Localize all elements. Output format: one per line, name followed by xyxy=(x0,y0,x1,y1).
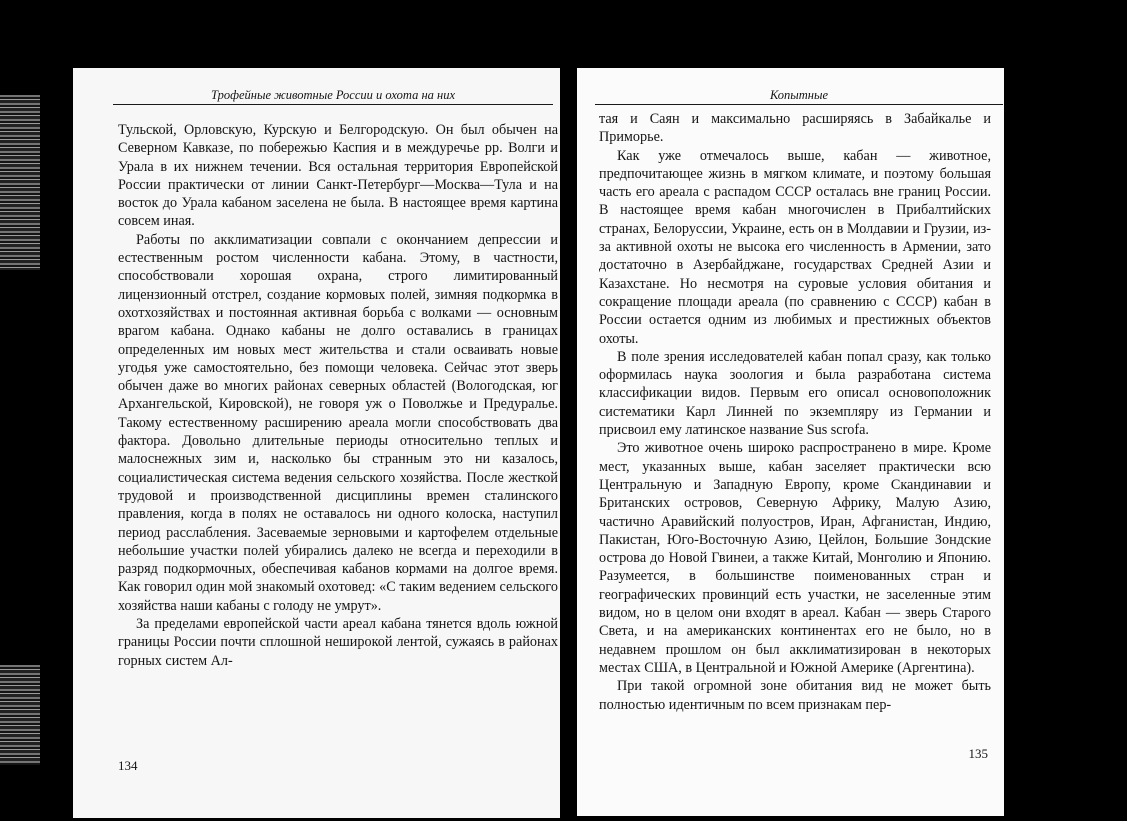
paragraph: Как уже отмечалось выше, кабан — животное, предпочитающее жизнь в мягком климате, и поэтому большая часть его ареала с распадом СССР осталась вне границ России. В настоящее время кабан многочислен в Прибалтийских странах, Белоруссии, Украине, есть он в Молдавии и Грузии, из-за активной охоты не высока его численность в Армении, зато достаточно в Азербайджане, государствах Средней Азии и Казахстане. Но несмотря на суровые условия обитания и сокращение площади ареала (по сравнению с СССР) кабан в России остается одним из любимых и престижных объектов охоты. xyxy=(599,147,991,347)
paragraph: При такой огромной зоне обитания вид не может быть полностью идентичным по всем признакам пер- xyxy=(599,678,991,713)
body-text xyxy=(599,110,991,714)
paragraph: За пределами европейской части ареал кабана тянется вдоль южной границы России почти сплошной неширокой лентой, сужаясь в районах горных систем Ал- xyxy=(118,616,558,669)
running-head: Копытные xyxy=(595,88,1003,105)
right-page xyxy=(577,68,1004,816)
paragraph: тая и Саян и максимально расширяясь в Забайкалье и Приморье. xyxy=(599,111,991,146)
scan-edge-artifact xyxy=(0,665,40,765)
paragraph: Тульской, Орловскую, Курскую и Белгородскую. Он был обычен на Северном Кавказе, по побережью Каспия и в междуречье рр. Волги и Урала в их нижнем течении. Вся остальная территория Европейской России практически от линии Санкт-Петербург—Москва—Тула и на восток до Урала кабаном заселена не была. В настоящее время картина совсем иная. xyxy=(118,122,558,230)
page-number: 135 xyxy=(968,746,988,761)
page-number: 134 xyxy=(118,758,138,773)
paragraph: Это животное очень широко распространено в мире. Кроме мест, указанных выше, кабан заселяет практически всю Центральную и Западную Европу, кроме Скандинавии и Британских островов, Северную Африку, Малую Азию, частично Аравийский полуостров, Иран, Афганистан, Индию, Пакистан, Юго-Восточную Азию, Цейлон, Большие Зондские острова до Новой Гвинеи, а также Китай, Монголию и Японию. Разумеется, в большинстве поименованных стран и географических провинций есть участки, не заселенные этим видом, но в целом они входят в ареал. Кабан — зверь Старого Света, и на американских континентах его не было, но в недавнем прошлом он был акклиматизирован в некоторых местах США, в Центральной и Южной Америке (Аргентина). xyxy=(599,440,991,676)
body-text xyxy=(118,121,558,670)
paragraph: Работы по акклиматизации совпали с окончанием депрессии и естественным ростом численности кабана. Этому, в частности, способствовали хорошая охрана, строго лимитированный лицензионный отстрел, создание кормовых полей, зимняя подкормка в охотхозяйствах и постоянная активная борьба с волками — основным врагом кабана. Однако кабаны не долго оставались в границах определенных им новых мест жительства и стали осваивать новые угодья уже самостоятельно, без помощи человека. Сейчас этот зверь обычен даже во многих районах северных областей (Вологодская, юг Архангельской, Кировской), не говоря уж о Поволжье и Предуралье. Такому естественному расширению ареала могли способствовать два фактора. Довольно длительные периоды относительно теплых и малоснежных зим и, насколько бы странным это ни казалось, социалистическая система ведения сельского хозяйства. После жесткой трудовой и производственной дисциплины времен сталинского правления, когда в полях не оставалось ни одного колоска, наступил период расслабления. Засеваемые зерновыми и картофелем отдельные небольшие участки полей убирались далеко не всегда и переходили в разряд подкормочных, обеспечивая кабанов кормами на долгое время. Как говорил один мой знакомый охотовед: «С таким ведением сельского хозяйства наши кабаны с голоду не умрут». xyxy=(118,231,558,614)
running-head: Трофейные животные России и охота на них xyxy=(113,88,553,105)
left-page xyxy=(73,68,560,818)
scan-edge-artifact xyxy=(0,95,40,270)
paragraph: В поле зрения исследователей кабан попал сразу, как только оформилась наука зоология и была разработана система классификации видов. Первым его описал основоположник систематики Карл Линней по экземпляру из Германии и присвоил ему латинское название Sus scrofa. xyxy=(599,348,991,439)
